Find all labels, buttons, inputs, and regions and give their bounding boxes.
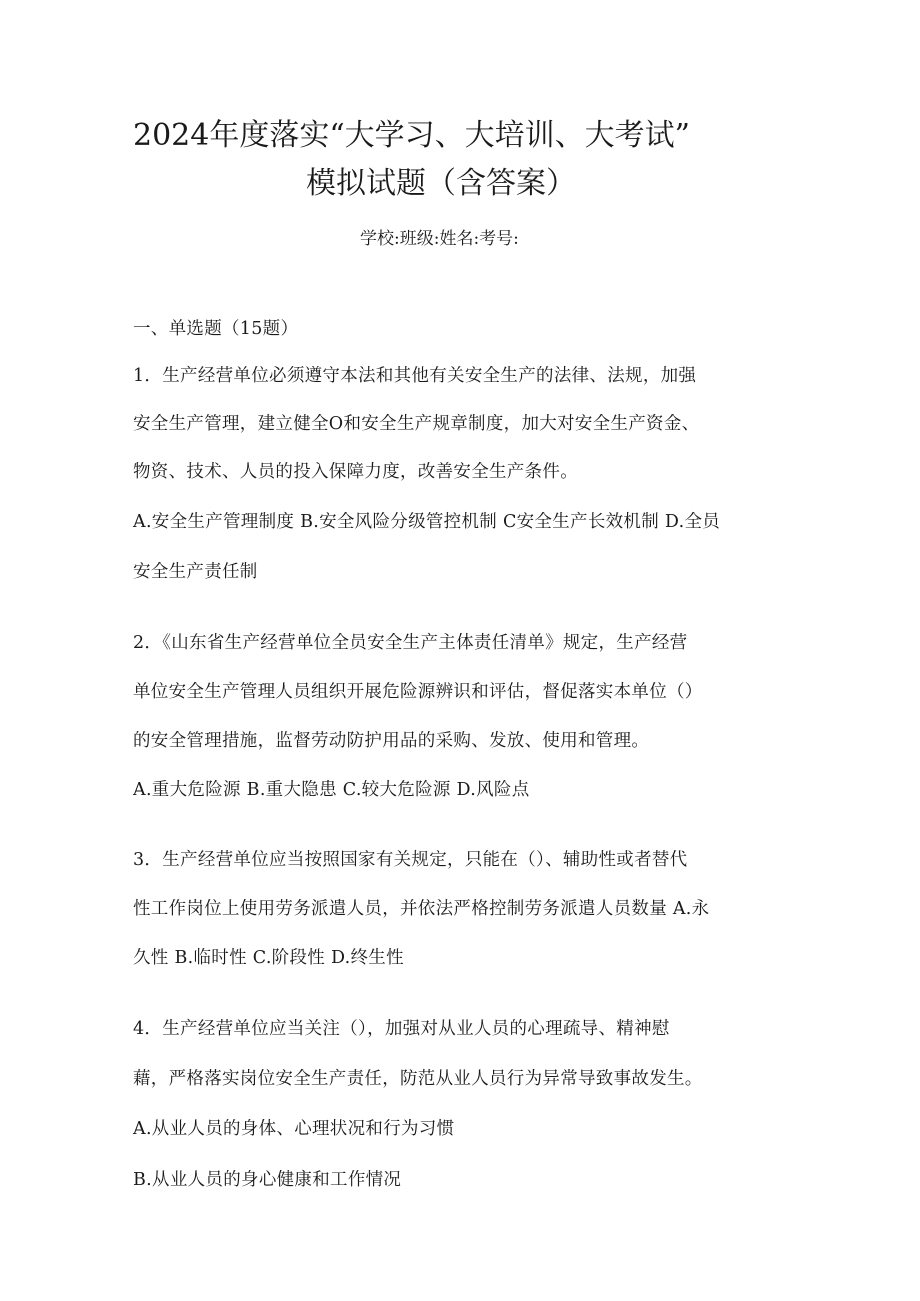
question-4-options-line-1: A.从业人员的身体、心理状况和行为习惯 — [133, 1119, 455, 1139]
question-1-line-3: 物资、技术、人员的投入保障力度，改善安全生产条件。 — [133, 462, 578, 482]
question-1-line-1: 1．生产经营单位必须遵守本法和其他有关安全生产的法律、法规，加强 — [133, 366, 697, 386]
question-1-line-2: 安全生产管理，建立健全O和安全生产规章制度，加大对安全生产资金、 — [133, 414, 700, 434]
question-2-line-2: 单位安全生产管理人员组织开展危险源辨识和评估，督促落实本单位（） — [133, 682, 703, 702]
question-4-line-1: 4．生产经营单位应当关注（），加强对从业人员的心理疏导、精神慰 — [133, 1019, 670, 1039]
question-2-line-1: 2．《山东省生产经营单位全员安全生产主体责任清单》规定，生产经营 — [133, 633, 688, 653]
question-2-options-line-1: A.重大危险源 B.重大隐患 C.较大危险源 D.风险点 — [133, 780, 530, 800]
question-3-line-1: 3．生产经营单位应当按照国家有关规定，只能在（）、辅助性或者替代 — [133, 850, 688, 870]
question-4-line-2: 藉，严格落实岗位安全生产责任，防范从业人员行为异常导致事故发生。 — [133, 1069, 703, 1089]
section-heading: 一、单选题（15题） — [133, 319, 299, 339]
student-info-line: 学校:班级:姓名:考号: — [360, 229, 519, 249]
question-1-options-line-2: 安全生产责任制 — [133, 562, 258, 582]
question-3-line-2: 性工作岗位上使用劳务派遣人员，并依法严格控制劳务派遣人员数量 A.永 — [133, 899, 710, 919]
title-line-1: 2024年度落实“大学习、大培训、大考试” — [133, 118, 691, 153]
question-3-line-3: 久性 B.临时性 C.阶段性 D.终生性 — [133, 948, 404, 968]
question-4-options-line-2: B.从业人员的身心健康和工作情况 — [133, 1170, 402, 1190]
question-1-options-line-1: A.安全生产管理制度 B.安全风险分级管控机制 C安全生产长效机制 D.全员 — [133, 512, 721, 532]
question-2-line-3: 的安全管理措施，监督劳动防护用品的采购、发放、使用和管理。 — [133, 731, 650, 751]
title-line-2: 模拟试题（含答案） — [306, 166, 576, 201]
